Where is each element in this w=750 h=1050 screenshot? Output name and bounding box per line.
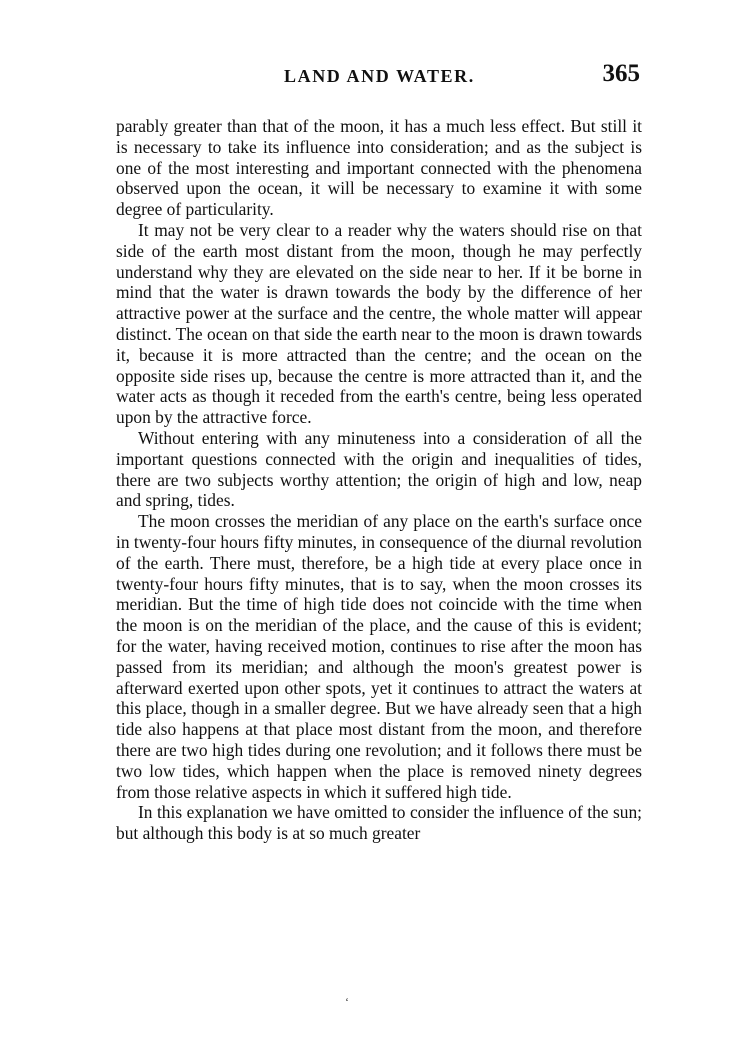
page-header bbox=[116, 60, 642, 102]
running-head: LAND AND WATER. bbox=[284, 66, 475, 86]
paragraph: The moon crosses the meridian of any place on the earth's surface once in twenty-four hours fifty minutes, in consequence of the diurnal revolution of the earth. There must, therefore, be a high tide at every place once in twenty-four hours fifty minutes, that is to say, when the moon crosses its meridian. But the time of high tide does not coincide with the time when the moon is on the meridian of the place, and the cause of this is evident; for the water, having received motion, continues to rise after the moon has passed from its meridian; and although the moon's greatest power is afterward exerted upon other spots, yet it continues to attract the waters at this place, though in a smaller degree. But we have already seen that a high tide also happens at that place most distant from the moon, and therefore there are two high tides during one revolution; and it follows there must be two low tides, which happen when the place is removed ninety degrees from those relative aspects in which it suffered high tide. bbox=[116, 511, 642, 802]
paragraph: It may not be very clear to a reader why the waters should rise on that side of the earth most distant from the moon, though he may perfectly understand why they are elevated on the side near to her. If it be borne in mind that the water is drawn towards the body by the difference of her attractive power at the surface and the centre, the whole matter will appear distinct. The ocean on that side the earth near to the moon is drawn towards it, because it is more attracted than the centre; and the ocean on the opposite side rises up, because the centre is more attracted than it, and the water acts as though it receded from the earth's centre, being less operated upon by the attractive force. bbox=[116, 219, 642, 428]
paragraph: Without entering with any minuteness into a consideration of all the important questions connected with the origin and inequalities of tides, there are two subjects worthy attention; the origin of high and low, neap and spring, tides. bbox=[116, 427, 642, 511]
page-number: 365 bbox=[602, 60, 640, 87]
paragraph-continued: parably greater than that of the moon, it has a much less effect. But still it is necessary to take its influence into consideration; and as the subject is one of the most interesting and important connected with the phenomena observed upon the ocean, it will be necessary to examine it with some degree of particularity. bbox=[116, 116, 642, 220]
paragraph: In this explanation we have omitted to consider the influence of the sun; but although this body is at so much greater bbox=[116, 802, 642, 844]
book-page bbox=[116, 60, 642, 1024]
footer-mark: ‘ bbox=[345, 995, 349, 1009]
body-text bbox=[116, 116, 642, 844]
